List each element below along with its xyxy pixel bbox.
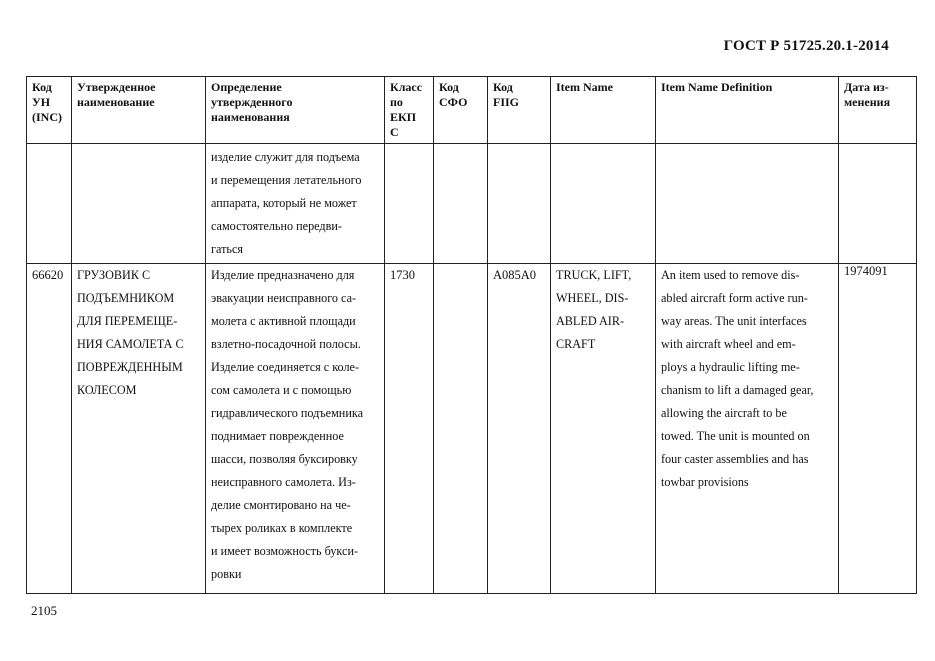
col-header-sfo: Код СФО [434,77,488,144]
cell-fiig: A085A0 [488,264,551,594]
catalog-table [26,76,917,594]
col-header-item-name: Item Name [551,77,656,144]
cell-class: 1730 [385,264,434,594]
cell-fiig [488,144,551,264]
document-code: ГОСТ Р 51725.20.1-2014 [723,38,889,54]
table-row [27,264,917,594]
cell-class [385,144,434,264]
cell-inc [27,144,72,264]
page-number: 2105 [31,603,57,618]
cell-item-name: TRUCK, LIFT, WHEEL, DIS- ABLED AIR- CRAFT [551,264,656,594]
col-header-date: Дата из- менения [839,77,917,144]
header-row [27,77,917,144]
table-row [27,144,917,264]
cell-inc: 66620 [27,264,72,594]
col-header-class: Класс по ЕКП С [385,77,434,144]
cell-sfo [434,264,488,594]
col-header-definition: Определение утвержденного наименования [206,77,385,144]
col-header-fiig: Код FIIG [488,77,551,144]
cell-date [839,144,917,264]
cell-item-definition [656,144,839,264]
cell-definition: Изделие предназначено для эвакуации неисправного са- молета с активной площади взлетно-посадочной полосы. Изделие соединяется с коле- сом самолета и с помощью гидравлического подъемника поднимает поврежденное шасси, позволяя буксировку неисправного самолета. Из- делие смонтировано на че- тырех роликах в комплекте и имеет возможность букси- ровки [206,264,385,594]
col-header-item-definition: Item Name Definition [656,77,839,144]
col-header-approved-name: Утвержденное наименование [72,77,206,144]
cell-definition: изделие служит для подъема и перемещения летательного аппарата, который не может самостоятельно передви- гаться [206,144,385,264]
cell-item-definition: An item used to remove dis- abled aircraft form active run- way areas. The unit interfaces with aircraft wheel and em- ploys a hydraulic lifting me- chanism to lift a damaged gear, allowing the aircraft to be towed. The unit is mounted on four caster assemblies and has towbar provisions [656,264,839,594]
col-header-inc: Код УН (INC) [27,77,72,144]
cell-sfo [434,144,488,264]
cell-item-name [551,144,656,264]
cell-date: 1974091 [839,264,917,594]
cell-approved-name [72,144,206,264]
cell-approved-name: ГРУЗОВИК С ПОДЪЕМНИКОМ ДЛЯ ПЕРЕМЕЩЕ- НИЯ САМОЛЕТА С ПОВРЕЖДЕННЫМ КОЛЕСОМ [72,264,206,594]
